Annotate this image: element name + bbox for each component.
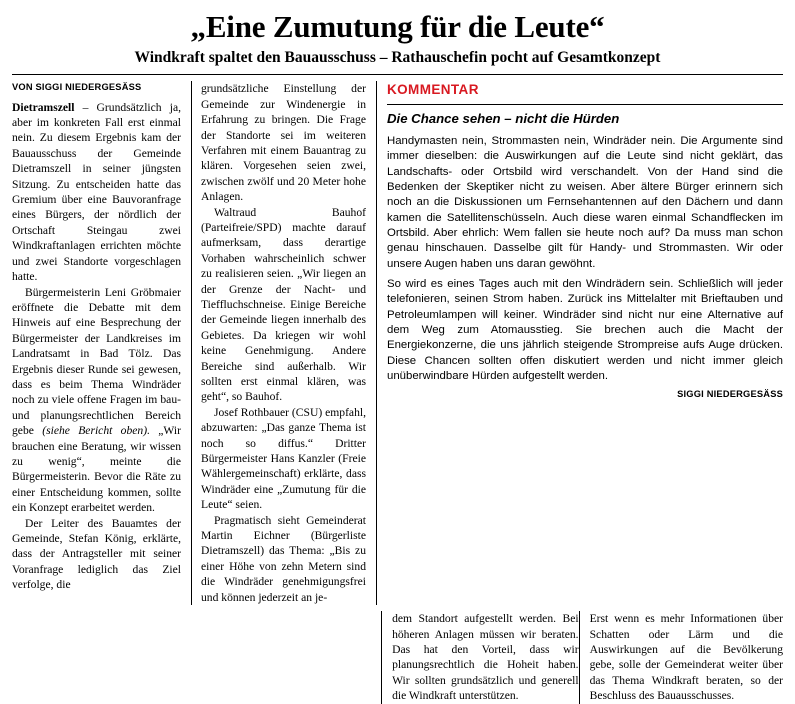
paragraph-text-a: Bürgermeisterin Leni Gröbmaier eröffnete die Debatte mit dem Hinweis auf eine Besprechung der Bürgermeister der Landkreises im Landratsamt in Bad Tölz. Das Ergebnis dieser Runde sei gewesen, dass es beim Thema Windräder noch zu viele offene Fragen im bau- und planungsrechtlichen Bereich gebe — [12, 285, 181, 438]
layout-spacer — [12, 611, 381, 703]
column-3-continuation — [381, 611, 579, 703]
column-2 — [191, 81, 376, 605]
commentary-block — [376, 81, 783, 605]
paragraph-text-b: „Wir brauchen eine Beratung, wir wissen zu wenig“, meinte die Bürgermeisterin. Bevor die Räte zu einer Entscheidung kommen, sollte ein Konzept erarbeitet werden. — [12, 424, 181, 515]
commentary-signature: SIGGI NIEDERGESÄSS — [677, 389, 783, 400]
paragraph: Pragmatisch sieht Gemeinderat Martin Eichner (Bürgerliste Dietramszell) das Thema: „Bis zu einer Höhe von zehn Metern sind die Windräder genehmigungsfrei und können jederzeit an je- — [201, 513, 366, 604]
byline: VON SIGGI NIEDERGESÄSS — [12, 82, 142, 93]
paragraph — [12, 285, 181, 516]
paragraph: Der Leiter des Bauamtes der Gemeinde, Stefan König, erklärte, dass der Antragsteller mit seiner Voranfrage lediglich das Ziel verfolge, die — [12, 516, 181, 592]
commentary-title: Die Chance sehen – nicht die Hürden — [387, 111, 620, 127]
paragraph: Erst wenn es mehr Informationen über Schatten oder Lärm und die Auswirkungen auf die Bevölkerung gebe, solle der Gemeinderat weiter über das Thema Windkraft beraten, so der Beschluss des Bauausschusses. — [589, 612, 784, 703]
paragraph: Josef Rothbauer (CSU) empfahl, abzuwarten: „Das ganze Thema ist noch so diffus.“ Dritter Bürgermeister Hans Kanzler (Freie Wählergemeinschaft) erklärte, dass Windräder eine „Zumutung für die Leute“ seien. — [201, 405, 366, 512]
paragraph-lead-text: – Grundsätzlich ja, aber im konkreten Fall erst einmal nein. Zu diesem Ergebnis kam der Bauausschuss der Gemeinde Dietramszell in seiner jüngsten Sitzung. Zu entscheiden hatte das Gremium über eine Bauvoranfrage eines Bürgers, der nördlich der Ortschaft Steingau zwei Windkraftanlagen errichten möchte und zwei Standorte vorgeschlagen hatte. — [12, 100, 181, 284]
subheadline: Windkraft spaltet den Bauausschuss – Rathauschefin pocht auf Gesamtkonzept — [134, 49, 661, 67]
column-1 — [12, 81, 191, 605]
article-columns-lower — [12, 611, 783, 703]
paragraph: Waltraud Bauhof (Parteifreie/SPD) machte darauf aufmerksam, dass derartige Vorhaben wahrscheinlich schwer zu realisieren seien. „Wir liegen an der Grenze der Nacht- und Tieffluchschneise. Einige Bereiche der Gemeinde liegen innerhalb des Gebietes. Da kriegen wir wohl keine Genehmigung. Andere Bereiche sind außerhalb. Wir sollten erst einmal klären, was geht“, so Bauhof. — [201, 205, 366, 404]
column-4-continuation — [579, 611, 783, 703]
commentary-divider — [387, 104, 783, 105]
commentary-body — [387, 134, 783, 384]
paragraph: grundsätzliche Einstellung der Gemeinde zur Windenergie in Erfahrung zu bringen. Die Frage der Standorte sei im weiteren Verfahren mit einem Bauantrag zu klären. Vorgesehen seien zwei, zwischen zwölf und 20 Meter hohe Anlagen. — [201, 82, 366, 204]
page-title: „Eine Zumutung für die Leute“ — [190, 9, 605, 44]
paragraph: dem Standort aufgestellt werden. Bei höheren Anlagen müssen wir beraten. Das hat den Vorteil, dass wir planungsrechtlich die Hoheit haben. Wir sollten grundsätzlich und generell die Windkraft unterstützen. — [392, 612, 579, 703]
paragraph-lead — [12, 100, 181, 285]
dateline: Dietramszell — [12, 100, 75, 114]
kommentar-label: KOMMENTAR — [387, 82, 479, 98]
commentary-paragraph: Handymasten nein, Strommasten nein, Windräder nein. Die Argumente sind immer dieselben: die Auswirkungen auf die Leute sind nicht geklärt, das Landschafts- oder Ortsbild wird verschandelt. Von der Hand sind die Bedenken der Skeptiker nicht zu weisen. Aber ältere Bürger erinnern sich noch an die Diskussionen um Fernsehantennen auf den Dächern und dann kamen die Satellitenschüsseln. Auch diese waren einmal Schandflecken im Ortsbild. Aber ehrlich: Wem fallen sie heute noch auf? Da muss man schon genau hinschauen. Dasselbe gilt für Handy- und Strommasten. Wir oder unsere Augen haben uns daran gewöhnt. — [387, 135, 783, 270]
article-columns — [12, 81, 783, 605]
header-divider — [12, 74, 783, 75]
commentary-paragraph: So wird es eines Tages auch mit den Windrädern sein. Schließlich will jeder telefonieren, seinen Strom haben. Zurück ins Mittelalter mit Brieftauben und Petroleumlampen will keiner. Windräder sind nicht nur eine Alternative auf dem Weg zum Atomausstieg. Sie brechen auch die Macht der Energiekonzerne, die uns jährlich steigende Strompreise aufs Auge drücken. Diese Chancen sollten offen diskutiert werden und nicht immer gleich unüberwindbare Hürden aufgestellt werden. — [387, 278, 783, 382]
cross-reference: (siehe Bericht oben). — [42, 424, 150, 438]
